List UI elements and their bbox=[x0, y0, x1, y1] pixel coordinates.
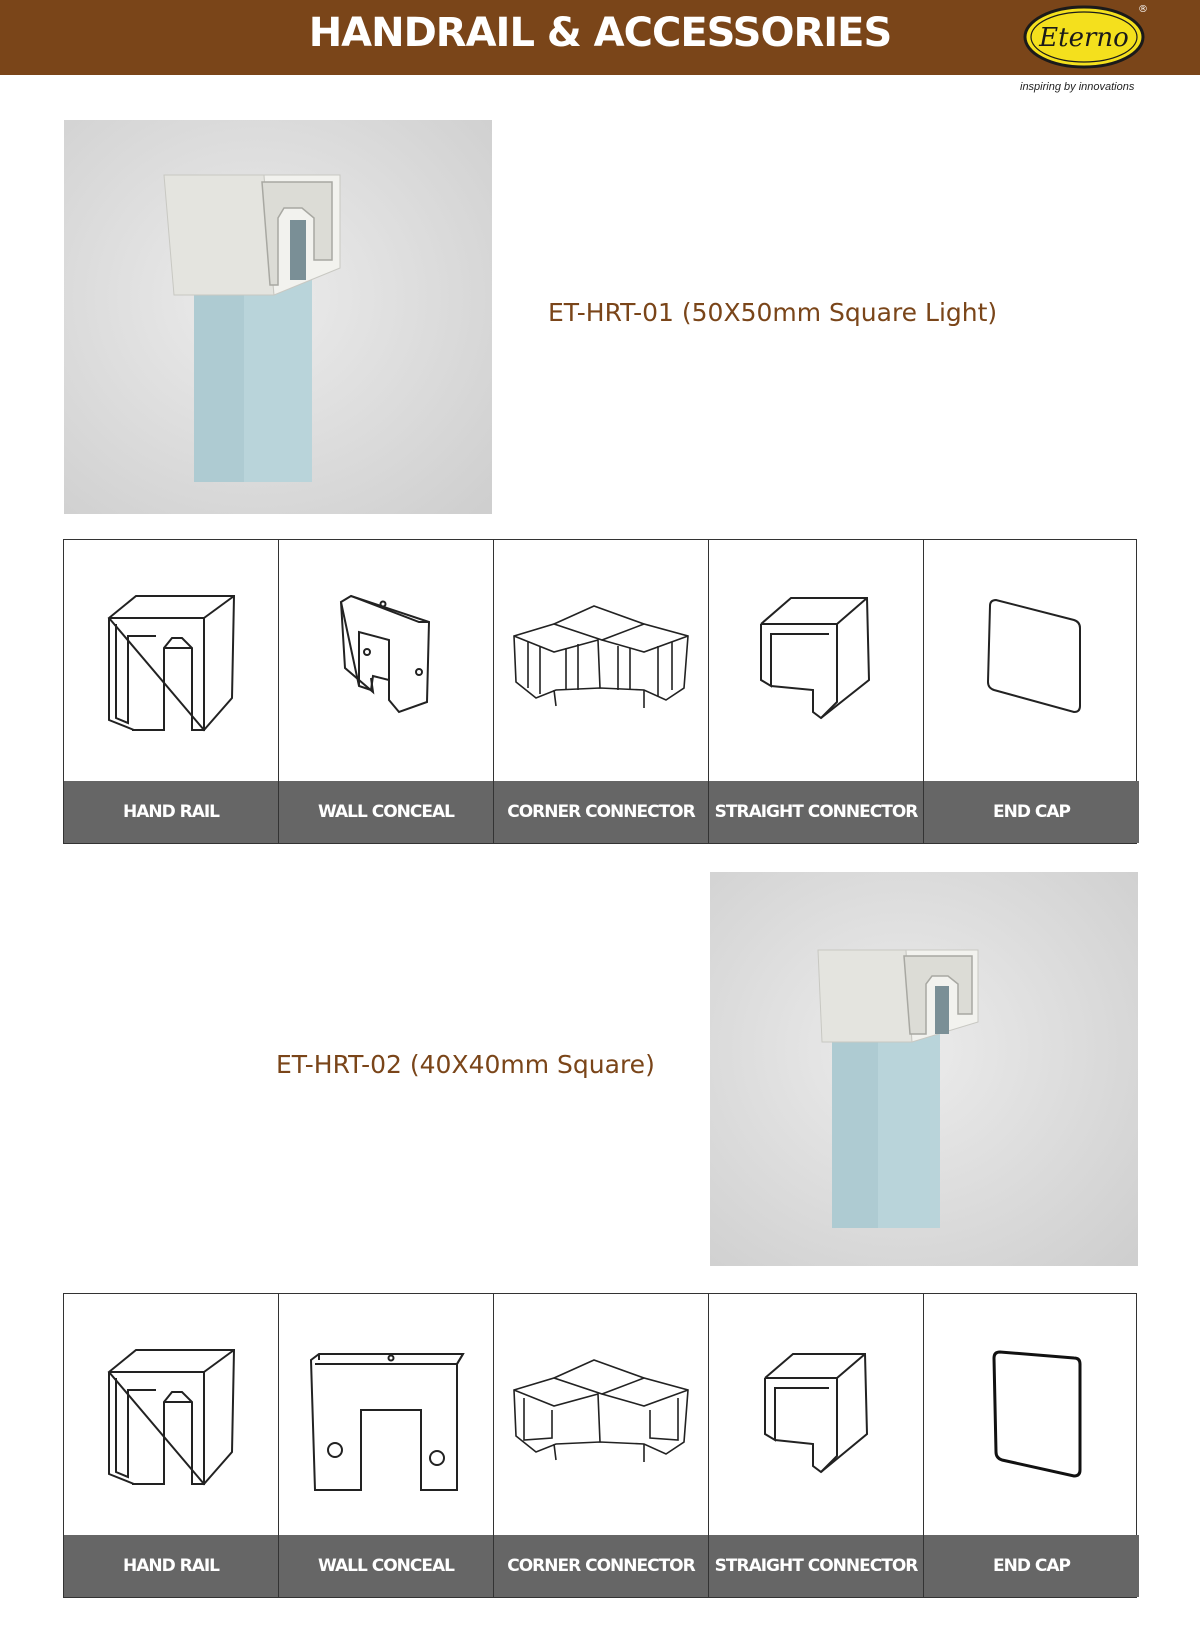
corner-connector-icon bbox=[494, 1294, 709, 1535]
handrail-render-icon bbox=[64, 120, 492, 514]
hand-rail-icon bbox=[64, 540, 279, 781]
accessory-label: STRAIGHT CONNECTOR bbox=[709, 781, 923, 843]
accessory-straight-connector bbox=[709, 540, 924, 843]
end-cap-icon bbox=[924, 540, 1139, 781]
product-photo-hrt-02 bbox=[710, 872, 1138, 1266]
accessory-label: HAND RAIL bbox=[64, 781, 278, 843]
accessory-wall-conceal bbox=[279, 540, 494, 843]
accessory-label: END CAP bbox=[924, 1535, 1139, 1597]
accessory-label: WALL CONCEAL bbox=[279, 1535, 493, 1597]
accessory-corner-connector bbox=[494, 1294, 709, 1597]
eterno-logo bbox=[1022, 0, 1146, 74]
accessories-grid-hrt-02 bbox=[63, 1293, 1137, 1598]
accessory-end-cap bbox=[924, 540, 1139, 843]
product-code-hrt-01: ET-HRT-01 (50X50mm Square Light) bbox=[548, 298, 998, 327]
accessory-hand-rail bbox=[64, 1294, 279, 1597]
tagline: inspiring by innovations bbox=[1020, 81, 1135, 93]
handrail-render-icon bbox=[710, 872, 1138, 1266]
accessory-corner-connector bbox=[494, 540, 709, 843]
accessories-grid-hrt-01 bbox=[63, 539, 1137, 844]
accessory-label: STRAIGHT CONNECTOR bbox=[709, 1535, 923, 1597]
accessory-label: HAND RAIL bbox=[64, 1535, 278, 1597]
registered-mark: ® bbox=[1138, 4, 1148, 15]
straight-connector-icon bbox=[709, 1294, 924, 1535]
accessory-end-cap bbox=[924, 1294, 1139, 1597]
end-cap-icon bbox=[924, 1294, 1139, 1535]
accessory-wall-conceal bbox=[279, 1294, 494, 1597]
logo-text: Eterno bbox=[1039, 23, 1129, 53]
straight-connector-icon bbox=[709, 540, 924, 781]
product-photo-hrt-01 bbox=[64, 120, 492, 514]
wall-conceal-icon bbox=[279, 1294, 494, 1535]
accessory-label: END CAP bbox=[924, 781, 1139, 843]
product-code-hrt-02: ET-HRT-02 (40X40mm Square) bbox=[276, 1050, 655, 1079]
accessory-label: WALL CONCEAL bbox=[279, 781, 493, 843]
page-title: HANDRAIL & ACCESSORIES bbox=[308, 10, 892, 56]
accessory-label: CORNER CONNECTOR bbox=[494, 781, 708, 843]
accessory-hand-rail bbox=[64, 540, 279, 843]
wall-conceal-icon bbox=[279, 540, 494, 781]
corner-connector-icon bbox=[494, 540, 709, 781]
page-header bbox=[0, 0, 1200, 75]
accessory-label: CORNER CONNECTOR bbox=[494, 1535, 708, 1597]
hand-rail-icon bbox=[64, 1294, 279, 1535]
accessory-straight-connector bbox=[709, 1294, 924, 1597]
